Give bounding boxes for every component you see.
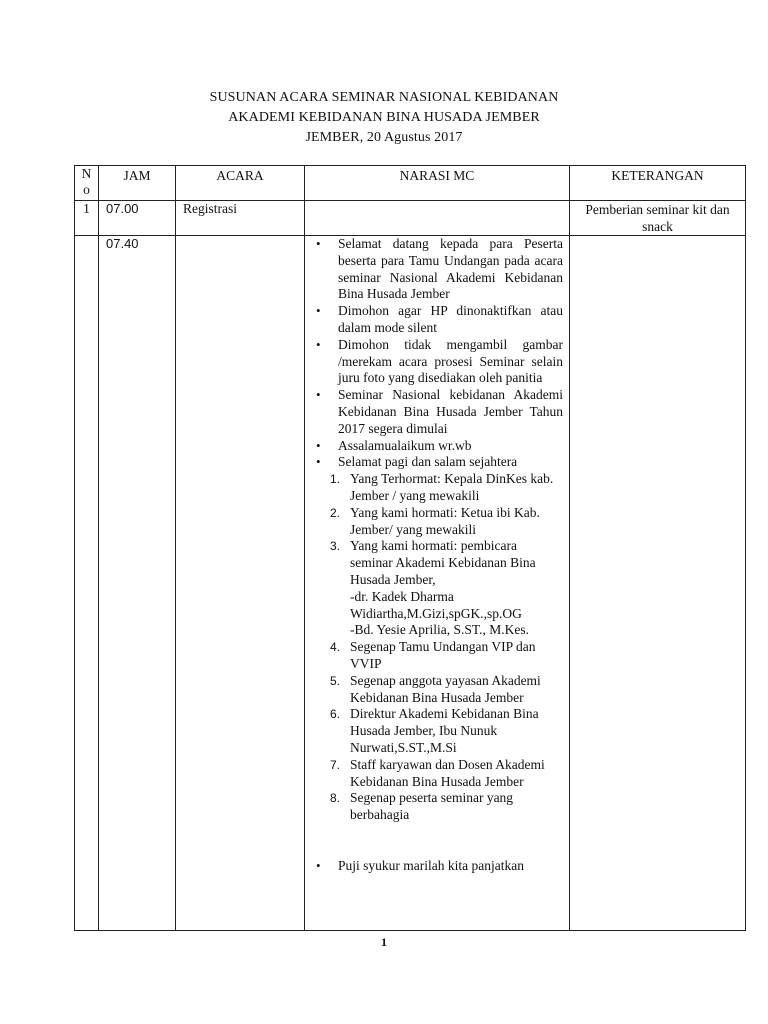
bullet-icon: • — [316, 454, 321, 470]
cell-no: 1 — [75, 201, 99, 236]
mc-bullet-list-continued — [311, 858, 563, 875]
list-item: 7. Staff karyawan dan Dosen Akademi Kebidanan Bina Husada Jember — [330, 756, 545, 789]
header-keterangan: KETERANGAN — [570, 166, 746, 201]
page-number: 1 — [381, 935, 387, 949]
header-no: No — [75, 166, 99, 201]
cell-narasi — [305, 236, 570, 931]
list-item: 6. Direktur Akademi Kebidanan Bina Husada Jember, Ibu Nunuk Nurwati,S.ST.,M.Si — [330, 706, 539, 755]
speaker-1: -dr. Kadek Dharma Widiartha,M.Gizi,spGK.,sp.OG — [350, 588, 522, 621]
greeting-list — [330, 471, 563, 824]
list-item: 1. Yang Terhormat: Kepala DinKes kab. Jember / yang mewakili — [330, 471, 554, 503]
list-item: • Selamat datang kepada para Peserta beserta para Tamu Undangan pada acara seminar Nasional Akademi Kebidanan Bina Husada Jember — [316, 236, 563, 302]
bullet-icon: • — [316, 857, 321, 873]
list-item: 4. Segenap Tamu Undangan VIP dan VVIP — [330, 639, 536, 671]
schedule-table — [74, 165, 746, 931]
table-row — [75, 201, 746, 236]
cell-acara: Registrasi — [176, 201, 305, 236]
cell-jam: 07.40 — [99, 236, 176, 931]
bullet-icon: • — [316, 437, 321, 453]
list-item: • Puji syukur marilah kita panjatkan — [316, 857, 524, 873]
header-acara: ACARA — [176, 166, 305, 201]
table-row — [75, 236, 746, 931]
list-item: 2. Yang kami hormati: Ketua ibi Kab. Jember/ yang mewakili — [330, 504, 540, 537]
cell-keterangan: Pemberian seminar kit dan snack — [570, 201, 746, 236]
bullet-icon: • — [316, 336, 321, 352]
title-line-1: SUSUNAN ACARA SEMINAR NASIONAL KEBIDANAN — [209, 90, 559, 105]
list-item: • Dimohon agar HP dinonaktifkan atau dalam mode silent — [316, 303, 563, 335]
speaker-2: -Bd. Yesie Aprilia, S.ST., M.Kes. — [350, 622, 530, 638]
bullet-icon: • — [316, 236, 321, 251]
mc-bullet-list — [311, 236, 563, 824]
header-jam: JAM — [99, 166, 176, 201]
header-narasi: NARASI MC — [305, 166, 570, 201]
cell-acara — [176, 236, 305, 931]
title-line-3: JEMBER, 20 Agustus 2017 — [305, 130, 463, 145]
table-header-row — [75, 166, 746, 201]
list-item: • Seminar Nasional kebidanan Akademi Kebidanan Bina Husada Jember Tahun 2017 segera dimulai — [316, 387, 563, 436]
bullet-icon: • — [316, 387, 321, 403]
list-item: 5. Segenap anggota yayasan Akademi Kebidanan Bina Husada Jember — [330, 672, 541, 705]
cell-no — [75, 236, 99, 931]
title-line-2: AKADEMI KEBIDANAN BINA HUSADA JEMBER — [228, 110, 540, 125]
list-item: • Selamat pagi dan salam sejahtera 1. Yang Terhormat: Kepala DinKes kab. Jember / yang mewakili 2. Yang kami hormati: Ketua ibi Kab. Jember/ yang mewakili 3. Yang kami hormati: pembicara seminar Akademi Kebidanan Bina Husada Jember, -dr. Kadek Dharma Widiartha,M.Gizi,spGK.,sp.OG -Bd. Yesie Aprilia, S.ST., M.Kes. 4. Segenap Tamu Undangan VIP dan VVIP 5. Segenap anggota yayasan Akademi Kebidanan Bina Husada Jember 6. Direktur Akademi Kebidanan Bina Husada Jember, Ibu Nunuk Nurwati,S.ST.,M.Si 7. Staff karyawan dan Dosen Akademi Kebidanan Bina Husada Jember 8. Segenap peserta seminar yang berbahagia — [311, 454, 563, 824]
list-item: • Assalamualaikum wr.wb — [316, 437, 472, 453]
list-item: 3. Yang kami hormati: pembicara seminar Akademi Kebidanan Bina Husada Jember, -dr. Kadek Dharma Widiartha,M.Gizi,spGK.,sp.OG -Bd. Yesie Aprilia, S.ST., M.Kes. — [330, 538, 563, 639]
bullet-icon: • — [316, 303, 321, 319]
cell-jam: 07.00 — [99, 201, 176, 236]
list-item: 8. Segenap peserta seminar yang berbahagia — [330, 790, 514, 823]
cell-narasi — [305, 201, 570, 236]
cell-keterangan — [570, 236, 746, 931]
list-item: • Dimohon tidak mengambil gambar /merekam acara prosesi Seminar selain juru foto yang disediakan oleh panitia — [316, 336, 563, 386]
